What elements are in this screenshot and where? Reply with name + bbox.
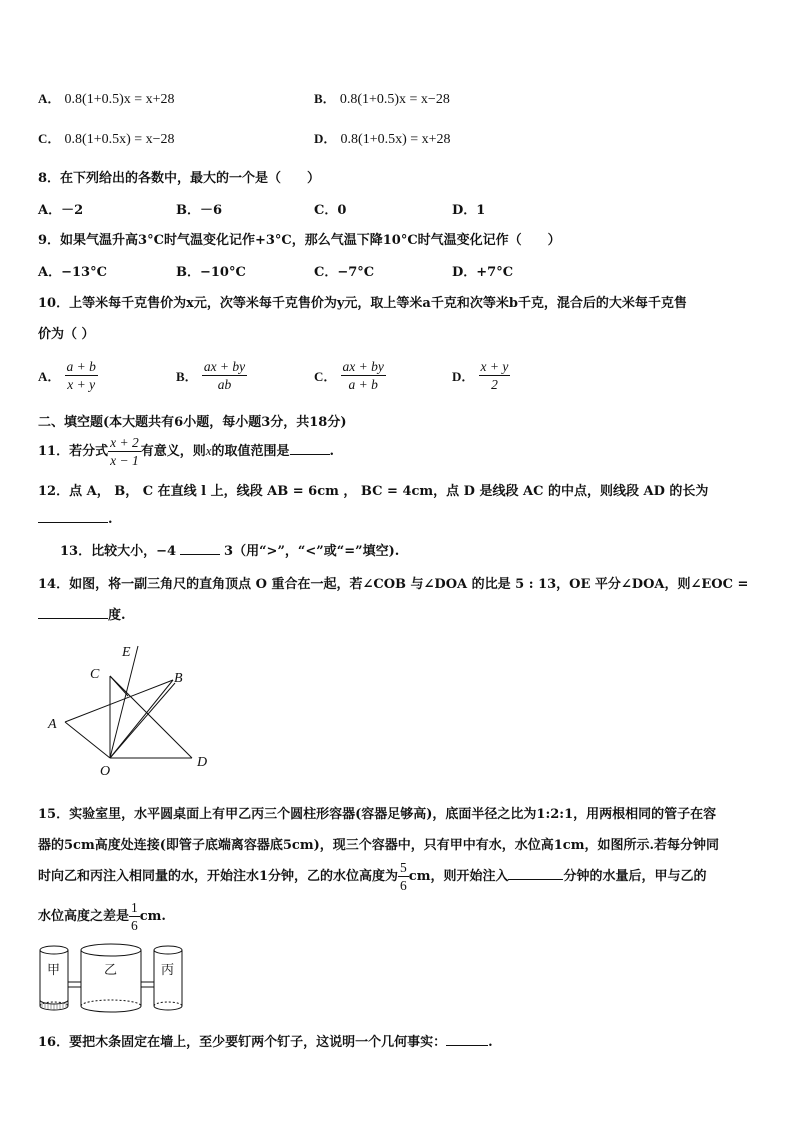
label-e: E: [122, 645, 131, 660]
q15-line4: 水位高度之差是 $\frac{1}{6}$ cm.: [38, 900, 166, 933]
q7-option-d-expr: 0.8(1+0.5x) = x+28: [340, 132, 451, 147]
q7-option-c: C． 0.8(1+0.5x) = x−28: [38, 131, 175, 147]
q8-option-b: B．－6: [176, 203, 223, 218]
q10-option-d: D． $\frac{x + y}{2}$: [452, 359, 509, 392]
segment-ao: [65, 722, 110, 758]
q7-option-c-expr: 0.8(1+0.5x) = x−28: [64, 132, 175, 147]
label-d: D: [197, 755, 208, 770]
q12-line1: 12．点 A， B， C 在直线 l 上，线段 AB = 6cm ， BC = 4cm，点 D 是线段 AC 的中点，则线段 AD 的长为: [38, 484, 709, 499]
q14-triangle-figure: [40, 638, 230, 783]
label-yi: 乙: [104, 963, 118, 978]
q9-stem: 9．如果气温升高3°C时气温变化记作+3°C，那么气温下降10°C时气温变化记作（ ）: [38, 233, 561, 248]
q13: 13．比较大小，−4 3（用“>”，“<”或“=”填空).: [60, 544, 400, 559]
section-heading: 二、填空题(本大题共有6小题，每小题3分，共18分): [38, 415, 347, 430]
q7-option-b-expr: 0.8(1+0.5)x = x−28: [339, 92, 450, 107]
q15-line3: 时向乙和丙注入相同量的水，开始注水1分钟，乙的水位高度为 $\frac{5}{6}$ cm，则开始注入 分钟的水量后，甲与乙的: [38, 860, 707, 893]
label-c: C: [90, 667, 100, 682]
q13-answer-blank: [180, 542, 220, 555]
q10-option-b: B． $\frac{ax + by}{ab}$: [176, 359, 246, 392]
q14-line1: 14．如图，将一副三角尺的直角顶点 O 重合在一起，若∠COB 与∠DOA 的比是 5 : 13，OE 平分∠DOA，则∠EOC =: [38, 577, 749, 592]
q8-option-d: D．1: [452, 203, 486, 218]
label-o: O: [100, 764, 111, 779]
q10-option-c: C． $\frac{ax + by}{a + b}$: [314, 359, 384, 392]
q15-line2: 器的5cm高度处连接(即管子底端离容器底5cm)，现三个容器中，只有甲中有水，水位高1cm，如图所示.若每分钟同: [38, 838, 719, 853]
q15-line1: 15．实验室里，水平圆桌面上有甲乙丙三个圆柱形容器(容器足够高)，底面半径之比为1:2:1，用两根相同的管子在容: [38, 807, 717, 822]
label-jia: 甲: [47, 963, 61, 978]
q15-answer-blank: [508, 867, 563, 880]
q8-stem: 8．在下列给出的各数中，最大的一个是（ ）: [38, 171, 321, 186]
q14-line2: 度.: [38, 604, 126, 623]
q16: 16．要把木条固定在墙上，至少要钉两个钉子，这说明一个几何事实： .: [38, 1035, 493, 1050]
q16-answer-blank: [446, 1033, 488, 1046]
q14-answer-blank: [38, 606, 108, 619]
q7-option-a: A． 0.8(1+0.5)x = x+28: [38, 91, 175, 107]
q9-option-a: A．−13°C: [38, 265, 107, 280]
label-a: A: [48, 717, 57, 732]
q11-answer-blank: [290, 442, 330, 455]
q9-option-b: B．−10°C: [176, 265, 246, 280]
q12-line2: .: [38, 510, 113, 527]
label-bing: 丙: [161, 963, 175, 978]
q7-option-d: D． 0.8(1+0.5x) = x+28: [314, 131, 451, 147]
q9-option-d: D．+7°C: [452, 265, 514, 280]
q10-option-a: A． $\frac{a + b}{x + y}$: [38, 359, 96, 392]
q11: 11．若分式 $\frac{x + 2}{x - 1}$ 有意义，则x的取值范围是 .: [38, 435, 335, 468]
q8-option-a: A．－2: [38, 203, 84, 218]
q10-stem-line2: 价为（ ）: [38, 327, 95, 342]
q15-containers-figure: [36, 938, 186, 1018]
label-b: B: [174, 671, 183, 686]
q7-option-b: B． 0.8(1+0.5)x = x−28: [314, 91, 450, 107]
q9-option-c: C．−7°C: [314, 265, 375, 280]
q10-stem-line1: 10．上等米每千克售价为x元，次等米每千克售价为y元，取上等米a千克和次等米b千克，混合后的大米每千克售: [38, 296, 687, 311]
q8-option-c: C．0: [314, 203, 347, 218]
q12-answer-blank: [38, 510, 108, 523]
q7-option-a-expr: 0.8(1+0.5)x = x+28: [64, 92, 175, 107]
